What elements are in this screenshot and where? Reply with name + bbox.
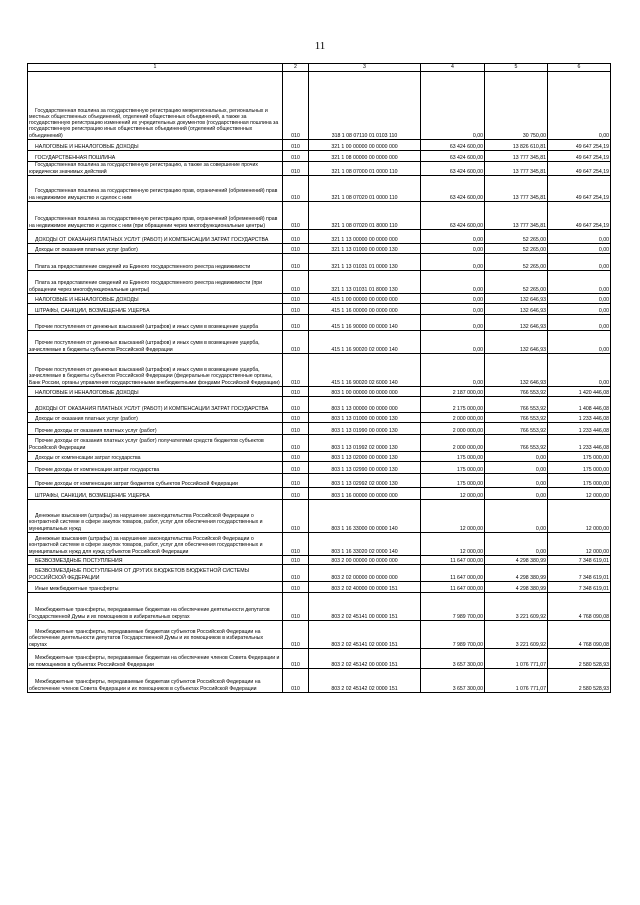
- row-name-text: Иные межбюджетные трансферты: [35, 585, 119, 592]
- column-header: 6: [548, 64, 611, 72]
- table-row: [28, 533, 611, 556]
- budget-classification-code: 415 1 16 90000 00 0000 140: [309, 315, 421, 331]
- row-name-text: Плата за предоставление сведений из Единого государственного реестра недвижимости (при обращении через многофункциональные центры): [29, 280, 263, 293]
- amount-approved: 11 647 000,00: [421, 556, 485, 565]
- row-name-text: Прочие доходы от компенсации затрат бюджетов субъектов Российской Федерации: [35, 480, 238, 487]
- amount-unexecuted: 0,00: [548, 230, 611, 244]
- row-name: [28, 354, 283, 387]
- amount-executed: 52 265,00: [485, 271, 548, 294]
- amount-executed: 13 777 345,81: [485, 176, 548, 202]
- row-name: [28, 304, 283, 315]
- table-row: [28, 315, 611, 331]
- amount-executed: 52 265,00: [485, 254, 548, 271]
- amount-executed: 4 298 380,99: [485, 565, 548, 582]
- amount-executed: 52 265,00: [485, 244, 548, 254]
- amount-approved: 63 424 600,00: [421, 176, 485, 202]
- budget-classification-code: 803 2 02 00000 00 0000 000: [309, 565, 421, 582]
- row-code-cell: 010: [283, 621, 309, 649]
- row-name-text: Межбюджетные трансферты, передаваемые бюджетам на обеспечение деятельности депутатов Государственной Думы и их помощников в избирательных округах: [29, 607, 270, 620]
- amount-unexecuted: 7 348 619,01: [548, 582, 611, 593]
- budget-classification-code: 803 1 16 00000 00 0000 000: [309, 488, 421, 500]
- budget-classification-code: 803 2 02 45142 02 0000 151: [309, 669, 421, 693]
- amount-unexecuted: 2 580 528,93: [548, 649, 611, 669]
- table-row: [28, 72, 611, 140]
- budget-classification-code: 321 1 13 01000 00 0000 130: [309, 244, 421, 254]
- row-name: [28, 533, 283, 556]
- row-name-text: ГОСУДАРСТВЕННАЯ ПОШЛИНА: [35, 154, 116, 161]
- row-name-text: Прочие доходы от компенсации затрат государства: [35, 466, 160, 473]
- budget-classification-code: 415 1 16 00000 00 0000 000: [309, 304, 421, 315]
- table-row: [28, 162, 611, 176]
- budget-classification-code: 415 1 00 00000 00 0000 000: [309, 294, 421, 304]
- row-code-cell: 010: [283, 271, 309, 294]
- amount-executed: 766 553,92: [485, 435, 548, 452]
- row-name: [28, 254, 283, 271]
- budget-classification-code: 803 2 02 45141 02 0000 151: [309, 621, 421, 649]
- row-code-cell: 010: [283, 556, 309, 565]
- table-row: [28, 387, 611, 397]
- amount-approved: 2 175 000,00: [421, 397, 485, 413]
- row-name-text: НАЛОГОВЫЕ И НЕНАЛОГОВЫЕ ДОХОДЫ: [35, 389, 139, 396]
- amount-approved: 0,00: [421, 315, 485, 331]
- table-row: [28, 669, 611, 693]
- amount-approved: 0,00: [421, 294, 485, 304]
- budget-classification-code: 321 1 00 00000 00 0000 000: [309, 140, 421, 151]
- budget-classification-code: 803 1 13 02000 00 0000 130: [309, 452, 421, 462]
- amount-approved: 12 000,00: [421, 533, 485, 556]
- amount-approved: 7 989 700,00: [421, 621, 485, 649]
- row-code-cell: 010: [283, 582, 309, 593]
- amount-executed: 766 553,92: [485, 413, 548, 423]
- budget-classification-code: 321 1 13 00000 00 0000 000: [309, 230, 421, 244]
- row-name-text: Прочие доходы от оказания платных услуг (работ) получателями средств бюджетов субъектов Российской Федерации: [29, 438, 264, 451]
- row-code-cell: 010: [283, 649, 309, 669]
- amount-executed: 4 298 380,99: [485, 556, 548, 565]
- row-code-cell: 010: [283, 565, 309, 582]
- row-name: [28, 315, 283, 331]
- amount-unexecuted: 1 420 446,08: [548, 387, 611, 397]
- amount-executed: 0,00: [485, 462, 548, 474]
- row-name: [28, 649, 283, 669]
- budget-classification-code: 321 1 08 07000 01 0000 110: [309, 162, 421, 176]
- amount-unexecuted: 0,00: [548, 304, 611, 315]
- amount-approved: 175 000,00: [421, 462, 485, 474]
- row-name-text: Межбюджетные трансферты, передаваемые бюджетам субъектов Российской Федерации на обеспечение членов Совета Федерации и их помощников в субъектах Российской Федерации: [29, 679, 261, 692]
- row-name: [28, 397, 283, 413]
- amount-approved: 0,00: [421, 304, 485, 315]
- row-name: [28, 500, 283, 533]
- amount-approved: 175 000,00: [421, 474, 485, 488]
- table-row: [28, 488, 611, 500]
- row-code-cell: 010: [283, 435, 309, 452]
- table-row: [28, 452, 611, 462]
- table-row: [28, 413, 611, 423]
- budget-classification-code: 321 1 13 01031 01 8000 130: [309, 271, 421, 294]
- table-row: [28, 294, 611, 304]
- budget-classification-code: 321 1 08 00000 00 0000 000: [309, 151, 421, 162]
- amount-approved: 2 000 000,00: [421, 435, 485, 452]
- budget-classification-code: 803 1 16 33020 02 0000 140: [309, 533, 421, 556]
- budget-classification-code: 803 1 13 01990 00 0000 130: [309, 423, 421, 435]
- budget-classification-code: 321 1 08 07020 01 8000 110: [309, 202, 421, 230]
- amount-unexecuted: 175 000,00: [548, 462, 611, 474]
- row-name: [28, 230, 283, 244]
- amount-unexecuted: 49 647 254,19: [548, 162, 611, 176]
- amount-approved: 3 657 300,00: [421, 649, 485, 669]
- amount-executed: 3 221 609,92: [485, 593, 548, 621]
- table-row: [28, 621, 611, 649]
- amount-unexecuted: 1 233 446,08: [548, 423, 611, 435]
- row-code-cell: 010: [283, 387, 309, 397]
- budget-table: [27, 63, 611, 693]
- amount-unexecuted: 0,00: [548, 254, 611, 271]
- amount-unexecuted: 49 647 254,19: [548, 140, 611, 151]
- row-code-cell: 010: [283, 423, 309, 435]
- row-name: [28, 72, 283, 140]
- amount-executed: 1 076 771,07: [485, 669, 548, 693]
- row-code-cell: 010: [283, 176, 309, 202]
- amount-unexecuted: 49 647 254,19: [548, 176, 611, 202]
- row-name: [28, 244, 283, 254]
- amount-approved: 11 647 000,00: [421, 565, 485, 582]
- amount-executed: 132 646,93: [485, 354, 548, 387]
- amount-executed: 4 298 380,99: [485, 582, 548, 593]
- row-name-text: Доходы от компенсации затрат государства: [35, 454, 141, 461]
- budget-classification-code: 415 1 16 90020 02 6000 140: [309, 354, 421, 387]
- row-name-text: ШТРАФЫ, САНКЦИИ, ВОЗМЕЩЕНИЕ УЩЕРБА: [35, 307, 150, 314]
- row-code-cell: 010: [283, 533, 309, 556]
- row-code-cell: 010: [283, 397, 309, 413]
- amount-executed: 766 553,92: [485, 387, 548, 397]
- row-name: [28, 271, 283, 294]
- budget-classification-code: 803 2 02 40000 00 0000 151: [309, 582, 421, 593]
- amount-approved: 2 000 000,00: [421, 423, 485, 435]
- row-name-text: НАЛОГОВЫЕ И НЕНАЛОГОВЫЕ ДОХОДЫ: [35, 143, 139, 150]
- table-row: [28, 423, 611, 435]
- amount-unexecuted: 7 348 619,01: [548, 556, 611, 565]
- row-code-cell: 010: [283, 669, 309, 693]
- row-code-cell: 010: [283, 500, 309, 533]
- table-row: [28, 354, 611, 387]
- table-row: [28, 331, 611, 354]
- row-code-cell: 010: [283, 244, 309, 254]
- amount-executed: 132 646,93: [485, 304, 548, 315]
- row-name: [28, 593, 283, 621]
- budget-classification-code: 803 1 13 00000 00 0000 000: [309, 397, 421, 413]
- amount-executed: 0,00: [485, 488, 548, 500]
- amount-unexecuted: 0,00: [548, 354, 611, 387]
- row-code-cell: 010: [283, 452, 309, 462]
- row-name: [28, 331, 283, 354]
- row-name-text: Плата за предоставление сведений из Единого государственного реестра недвижимости: [35, 263, 251, 270]
- budget-classification-code: 803 2 00 00000 00 0000 000: [309, 556, 421, 565]
- amount-approved: 7 989 700,00: [421, 593, 485, 621]
- row-name-text: ДОХОДЫ ОТ ОКАЗАНИЯ ПЛАТНЫХ УСЛУГ (РАБОТ) И КОМПЕНСАЦИИ ЗАТРАТ ГОСУДАРСТВА: [35, 405, 269, 412]
- amount-approved: 11 647 000,00: [421, 582, 485, 593]
- amount-unexecuted: 2 580 528,93: [548, 669, 611, 693]
- row-name-text: Государственная пошлина за государственную регистрацию, а также за совершение прочих юридически значимых действий: [29, 162, 258, 175]
- budget-classification-code: 321 1 08 07020 01 0000 110: [309, 176, 421, 202]
- budget-classification-code: 803 2 02 45142 00 0000 151: [309, 649, 421, 669]
- amount-executed: 766 553,92: [485, 397, 548, 413]
- row-name: [28, 462, 283, 474]
- budget-classification-code: 803 1 13 01000 00 0000 130: [309, 413, 421, 423]
- amount-approved: 12 000,00: [421, 488, 485, 500]
- row-name-text: БЕЗВОЗМЕЗДНЫЕ ПОСТУПЛЕНИЯ ОТ ДРУГИХ БЮДЖЕТОВ БЮДЖЕТНОЙ СИСТЕМЫ РОССИЙСКОЙ ФЕДЕРАЦИИ: [29, 568, 250, 581]
- column-number-row: [28, 64, 611, 72]
- table-row: [28, 254, 611, 271]
- row-name-text: Денежные взыскания (штрафы) за нарушение законодательства Российской Федерации о контрактной системе в сфере закупок товаров, работ, услуг для обеспечения государственных и муниципальных нужд: [29, 513, 263, 532]
- column-header: 1: [28, 64, 283, 72]
- table-row: [28, 140, 611, 151]
- amount-approved: 2 187 000,00: [421, 387, 485, 397]
- table-row: [28, 474, 611, 488]
- table-row: [28, 649, 611, 669]
- budget-classification-code: 803 1 13 01992 02 0000 130: [309, 435, 421, 452]
- budget-classification-code: 803 2 02 45141 00 0000 151: [309, 593, 421, 621]
- amount-approved: 0,00: [421, 244, 485, 254]
- amount-unexecuted: 1 233 446,08: [548, 435, 611, 452]
- amount-unexecuted: 0,00: [548, 315, 611, 331]
- amount-unexecuted: 1 233 446,08: [548, 413, 611, 423]
- table-row: [28, 202, 611, 230]
- amount-approved: 63 424 600,00: [421, 151, 485, 162]
- budget-classification-code: 803 1 16 33000 00 0000 140: [309, 500, 421, 533]
- amount-approved: 0,00: [421, 354, 485, 387]
- row-code-cell: 010: [283, 151, 309, 162]
- row-code-cell: 010: [283, 474, 309, 488]
- row-name-text: Денежные взыскания (штрафы) за нарушение законодательства Российской Федерации о контрактной системе в сфере закупок товаров, работ, услуг для обеспечения государственных и муниципальных нужд для нужд субъектов Российской Федерации: [29, 536, 263, 555]
- row-name-text: Прочие поступления от денежных взысканий (штрафов) и иных сумм в возмещение ущерба, зачисляемые в бюджеты субъектов Российской Федерации: [29, 340, 260, 353]
- row-name-text: Доходы от оказания платных услуг (работ): [35, 246, 138, 253]
- amount-executed: 13 826 610,81: [485, 140, 548, 151]
- page-number: 11: [314, 40, 326, 52]
- row-name: [28, 162, 283, 176]
- row-code-cell: 010: [283, 331, 309, 354]
- row-name-text: НАЛОГОВЫЕ И НЕНАЛОГОВЫЕ ДОХОДЫ: [35, 296, 139, 303]
- amount-executed: 13 777 345,81: [485, 162, 548, 176]
- amount-executed: 0,00: [485, 452, 548, 462]
- budget-classification-code: 803 1 00 00000 00 0000 000: [309, 387, 421, 397]
- amount-unexecuted: 49 647 254,19: [548, 202, 611, 230]
- amount-unexecuted: 0,00: [548, 331, 611, 354]
- amount-approved: 0,00: [421, 331, 485, 354]
- amount-approved: 2 000 000,00: [421, 413, 485, 423]
- row-name-text: ДОХОДЫ ОТ ОКАЗАНИЯ ПЛАТНЫХ УСЛУГ (РАБОТ) И КОМПЕНСАЦИИ ЗАТРАТ ГОСУДАРСТВА: [35, 236, 269, 243]
- amount-executed: 1 076 771,07: [485, 649, 548, 669]
- amount-approved: 0,00: [421, 230, 485, 244]
- row-code-cell: 010: [283, 593, 309, 621]
- amount-executed: 0,00: [485, 474, 548, 488]
- amount-executed: 766 553,92: [485, 423, 548, 435]
- table-row: [28, 556, 611, 565]
- amount-unexecuted: 175 000,00: [548, 452, 611, 462]
- row-code-cell: 010: [283, 230, 309, 244]
- row-name: [28, 151, 283, 162]
- row-name: [28, 387, 283, 397]
- amount-executed: 0,00: [485, 533, 548, 556]
- amount-unexecuted: 0,00: [548, 271, 611, 294]
- row-code-cell: 010: [283, 354, 309, 387]
- amount-approved: 175 000,00: [421, 452, 485, 462]
- amount-unexecuted: 4 768 090,08: [548, 593, 611, 621]
- row-name-text: Межбюджетные трансферты, передаваемые бюджетам на обеспечение членов Совета Федерации и их помощников в субъектах Российской Федерации: [29, 655, 280, 668]
- table-row: [28, 244, 611, 254]
- row-name: [28, 294, 283, 304]
- table-row: [28, 304, 611, 315]
- row-name-text: Государственная пошлина за государственную регистрацию прав, ограничений (обременений) прав на недвижимое имущество и сделок с ним: [29, 188, 278, 201]
- row-name: [28, 474, 283, 488]
- row-name: [28, 413, 283, 423]
- budget-classification-code: 321 1 13 01031 01 0000 130: [309, 254, 421, 271]
- row-name: [28, 452, 283, 462]
- row-name: [28, 140, 283, 151]
- amount-approved: 0,00: [421, 271, 485, 294]
- row-name: [28, 669, 283, 693]
- row-name-text: Прочие поступления от денежных взысканий (штрафов) и иных сумм в возмещение ущерба: [35, 323, 259, 330]
- amount-executed: 30 750,00: [485, 72, 548, 140]
- amount-executed: 13 777 345,81: [485, 202, 548, 230]
- column-header: 4: [421, 64, 485, 72]
- column-header: 2: [283, 64, 309, 72]
- amount-approved: 0,00: [421, 254, 485, 271]
- amount-unexecuted: 0,00: [548, 294, 611, 304]
- row-name: [28, 565, 283, 582]
- amount-approved: 63 424 600,00: [421, 162, 485, 176]
- budget-classification-code: 803 1 13 02992 02 0000 130: [309, 474, 421, 488]
- amount-unexecuted: 12 000,00: [548, 500, 611, 533]
- row-code-cell: 010: [283, 72, 309, 140]
- row-code-cell: 010: [283, 254, 309, 271]
- row-code-cell: 010: [283, 413, 309, 423]
- amount-executed: 132 646,93: [485, 315, 548, 331]
- table-row: [28, 565, 611, 582]
- table-row: [28, 582, 611, 593]
- amount-unexecuted: 175 000,00: [548, 474, 611, 488]
- table-row: [28, 500, 611, 533]
- amount-executed: 132 646,93: [485, 294, 548, 304]
- amount-approved: 12 000,00: [421, 500, 485, 533]
- row-name-text: Прочие поступления от денежных взысканий (штрафов) и иных сумм в возмещение ущерба, зачисляемые в бюджеты субъектов Российской Федерации (федеральные государственные органы, Банк России, органы управления государственными внебюджетными фондами Российской Федерации): [29, 367, 280, 386]
- row-name-text: БЕЗВОЗМЕЗДНЫЕ ПОСТУПЛЕНИЯ: [35, 557, 123, 564]
- table-row: [28, 230, 611, 244]
- amount-approved: 63 424 600,00: [421, 202, 485, 230]
- table-row: [28, 593, 611, 621]
- amount-unexecuted: 12 000,00: [548, 533, 611, 556]
- row-name: [28, 202, 283, 230]
- amount-executed: 0,00: [485, 500, 548, 533]
- budget-classification-code: 318 1 08 07110 01 0103 110: [309, 72, 421, 140]
- row-name-text: Государственная пошлина за государственную регистрацию межрегиональных, региональных и местных общественных объединений, отделений общественных объединений, а также за государственную регистрацию изменений их учредительных документов (государственная пошлина за государственную регистрацию иных общественных объединений (отделений общественных объединений): [29, 107, 279, 139]
- row-name: [28, 582, 283, 593]
- row-name-text: Межбюджетные трансферты, передаваемые бюджетам субъектов Российской Федерации на обеспечение деятельности депутатов Государственной Думы и их помощников в избирательных округах: [29, 629, 264, 648]
- row-code-cell: 010: [283, 304, 309, 315]
- amount-executed: 13 777 345,81: [485, 151, 548, 162]
- row-name: [28, 423, 283, 435]
- amount-unexecuted: 0,00: [548, 72, 611, 140]
- row-name-text: Государственная пошлина за государственную регистрацию прав, ограничений (обременений) прав на недвижимое имущество и сделок с ним (при обращении через многофункциональные центры): [29, 216, 278, 229]
- table-row: [28, 271, 611, 294]
- row-name: [28, 488, 283, 500]
- amount-unexecuted: 49 647 254,19: [548, 151, 611, 162]
- row-code-cell: 010: [283, 315, 309, 331]
- row-name: [28, 435, 283, 452]
- column-header: 5: [485, 64, 548, 72]
- amount-unexecuted: 12 000,00: [548, 488, 611, 500]
- table-row: [28, 462, 611, 474]
- amount-unexecuted: 7 348 619,01: [548, 565, 611, 582]
- table-row: [28, 435, 611, 452]
- amount-unexecuted: 1 408 446,08: [548, 397, 611, 413]
- row-name-text: Прочие доходы от оказания платных услуг (работ): [35, 427, 157, 434]
- table-row: [28, 151, 611, 162]
- table-row: [28, 397, 611, 413]
- amount-executed: 3 221 609,92: [485, 621, 548, 649]
- amount-executed: 132 646,93: [485, 331, 548, 354]
- row-name: [28, 176, 283, 202]
- row-name-text: Доходы от оказания платных услуг (работ): [35, 415, 138, 422]
- column-header: 3: [309, 64, 421, 72]
- amount-approved: 0,00: [421, 72, 485, 140]
- table-row: [28, 176, 611, 202]
- row-name: [28, 621, 283, 649]
- amount-executed: 52 265,00: [485, 230, 548, 244]
- row-code-cell: 010: [283, 140, 309, 151]
- row-code-cell: 010: [283, 162, 309, 176]
- row-name-text: ШТРАФЫ, САНКЦИИ, ВОЗМЕЩЕНИЕ УЩЕРБА: [35, 492, 150, 499]
- amount-unexecuted: 0,00: [548, 244, 611, 254]
- row-code-cell: 010: [283, 294, 309, 304]
- row-code-cell: 010: [283, 462, 309, 474]
- row-name: [28, 556, 283, 565]
- amount-unexecuted: 4 768 090,08: [548, 621, 611, 649]
- budget-classification-code: 803 1 13 02990 00 0000 130: [309, 462, 421, 474]
- row-code-cell: 010: [283, 488, 309, 500]
- amount-approved: 3 657 300,00: [421, 669, 485, 693]
- row-code-cell: 010: [283, 202, 309, 230]
- amount-approved: 63 424 600,00: [421, 140, 485, 151]
- budget-classification-code: 415 1 16 90020 02 0000 140: [309, 331, 421, 354]
